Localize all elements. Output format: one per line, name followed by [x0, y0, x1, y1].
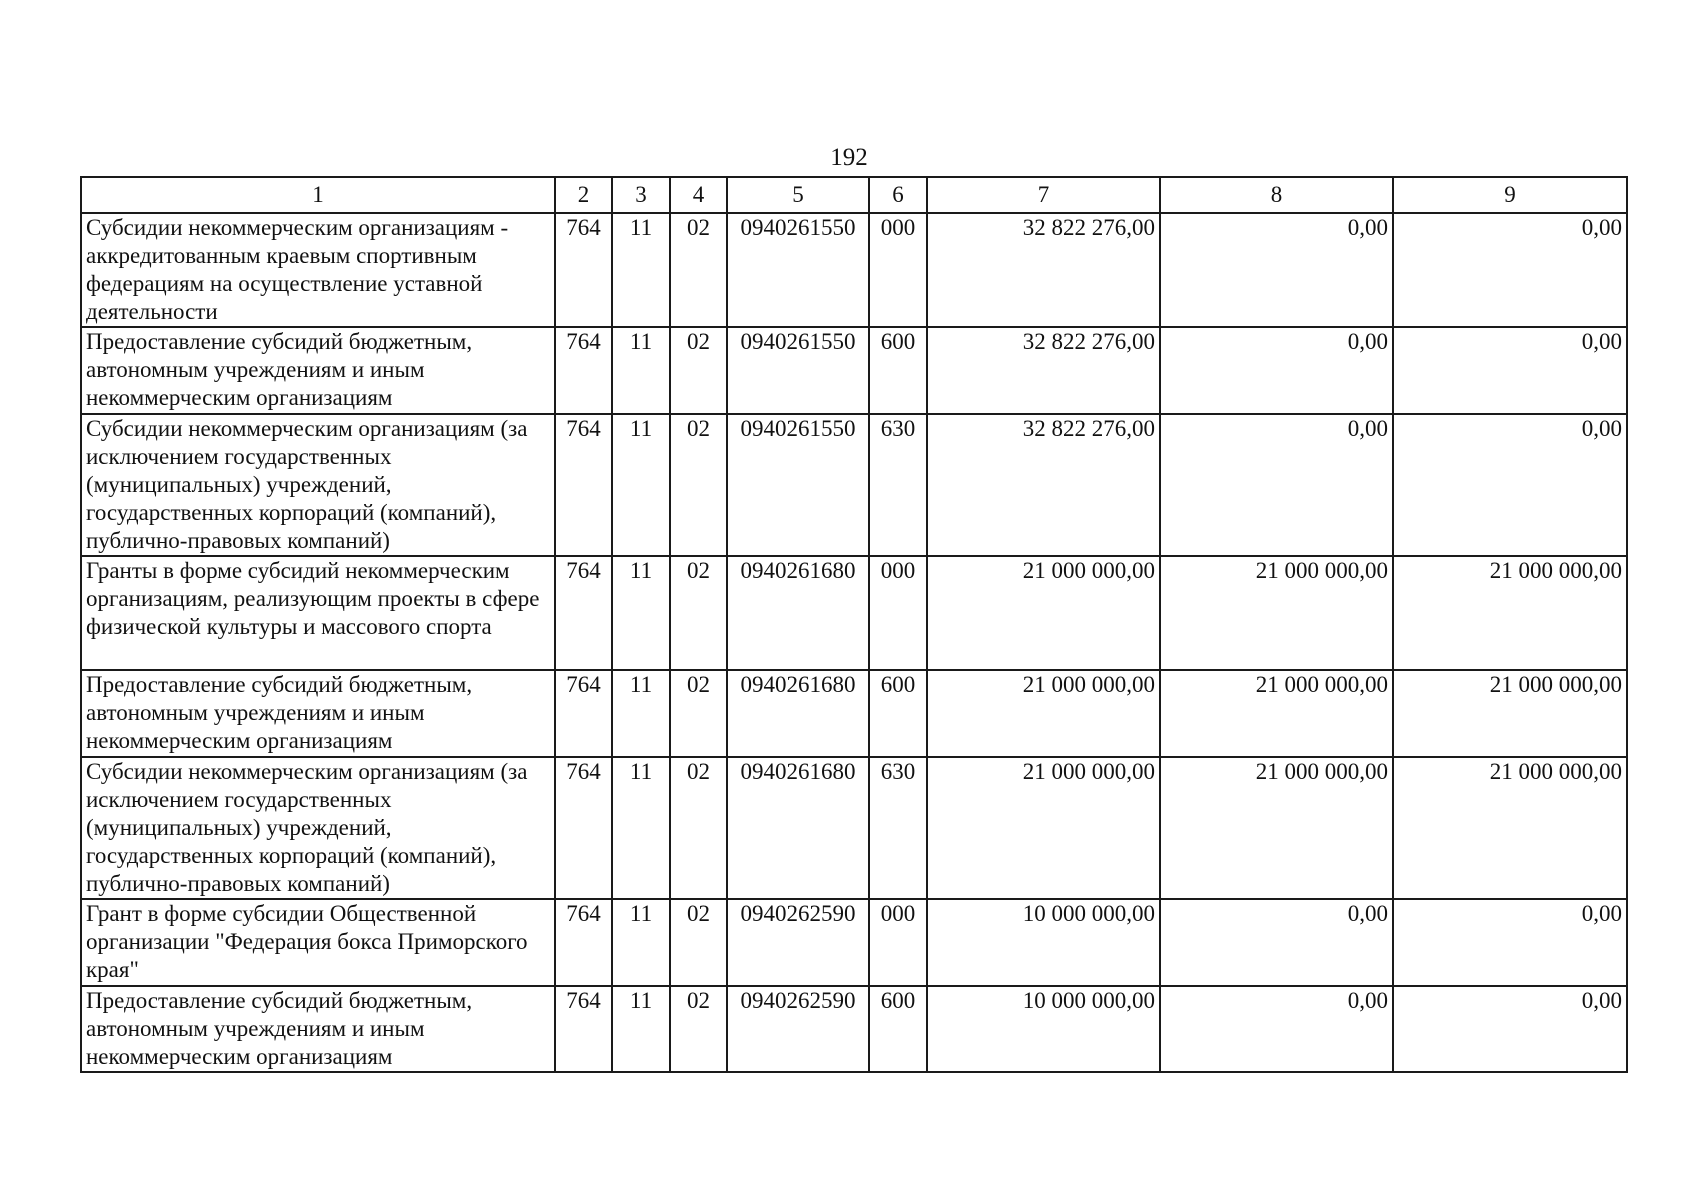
row-amount-9: 0,00 [1393, 213, 1627, 327]
row-code-2: 764 [555, 986, 612, 1072]
row-code-5: 0940261550 [727, 213, 869, 327]
row-code-4: 02 [670, 327, 727, 414]
row-amount-8: 0,00 [1160, 213, 1393, 327]
header-col-6: 6 [869, 177, 927, 213]
row-description: Субсидии некоммерческим организациям - аккредитованным краевым спортивным федерациям на осуществление уставной деятельности [81, 213, 555, 327]
header-col-1: 1 [81, 177, 555, 213]
row-amount-7: 21 000 000,00 [927, 757, 1160, 899]
row-amount-9: 0,00 [1393, 899, 1627, 986]
row-code-4: 02 [670, 757, 727, 899]
row-code-5: 0940261680 [727, 556, 869, 670]
table-row [81, 556, 1627, 670]
row-code-6: 000 [869, 213, 927, 327]
row-amount-7: 21 000 000,00 [927, 670, 1160, 757]
row-code-2: 764 [555, 556, 612, 670]
row-code-6: 600 [869, 670, 927, 757]
row-code-4: 02 [670, 213, 727, 327]
row-amount-8: 21 000 000,00 [1160, 757, 1393, 899]
row-code-3: 11 [612, 327, 670, 414]
row-code-4: 02 [670, 414, 727, 556]
row-amount-8: 21 000 000,00 [1160, 670, 1393, 757]
row-description: Предоставление субсидий бюджетным, автономным учреждениям и иным некоммерческим организациям [81, 986, 555, 1072]
row-amount-9: 0,00 [1393, 414, 1627, 556]
header-col-8: 8 [1160, 177, 1393, 213]
table-body [81, 213, 1627, 1072]
row-amount-7: 32 822 276,00 [927, 414, 1160, 556]
row-code-3: 11 [612, 757, 670, 899]
row-amount-8: 0,00 [1160, 414, 1393, 556]
row-code-6: 600 [869, 986, 927, 1072]
row-amount-8: 0,00 [1160, 986, 1393, 1072]
row-amount-7: 32 822 276,00 [927, 213, 1160, 327]
table-header [81, 177, 1627, 213]
row-code-3: 11 [612, 986, 670, 1072]
header-col-3: 3 [612, 177, 670, 213]
header-col-7: 7 [927, 177, 1160, 213]
row-amount-8: 0,00 [1160, 899, 1393, 986]
table-row [81, 414, 1627, 556]
row-code-4: 02 [670, 986, 727, 1072]
row-code-5: 0940261680 [727, 670, 869, 757]
row-code-4: 02 [670, 670, 727, 757]
row-code-5: 0940261550 [727, 414, 869, 556]
row-code-6: 000 [869, 556, 927, 670]
budget-table [80, 176, 1628, 1073]
header-col-5: 5 [727, 177, 869, 213]
row-code-2: 764 [555, 757, 612, 899]
table-row [81, 899, 1627, 986]
row-code-2: 764 [555, 414, 612, 556]
row-description: Гранты в форме субсидий некоммерческим организациям, реализующим проекты в сфере физической культуры и массового спорта [81, 556, 555, 670]
row-description: Грант в форме субсидии Общественной организации "Федерация бокса Приморского края" [81, 899, 555, 986]
row-amount-9: 0,00 [1393, 327, 1627, 414]
row-code-3: 11 [612, 414, 670, 556]
row-code-6: 630 [869, 414, 927, 556]
row-code-5: 0940262590 [727, 986, 869, 1072]
row-code-4: 02 [670, 899, 727, 986]
table-row [81, 327, 1627, 414]
row-code-4: 02 [670, 556, 727, 670]
row-amount-7: 21 000 000,00 [927, 556, 1160, 670]
row-code-6: 630 [869, 757, 927, 899]
row-code-6: 600 [869, 327, 927, 414]
header-row [81, 177, 1627, 213]
row-description: Предоставление субсидий бюджетным, автономным учреждениям и иным некоммерческим организациям [81, 327, 555, 414]
table-row [81, 986, 1627, 1072]
page-number: 192 [830, 144, 868, 171]
row-code-3: 11 [612, 556, 670, 670]
header-col-2: 2 [555, 177, 612, 213]
row-amount-9: 21 000 000,00 [1393, 670, 1627, 757]
row-description: Субсидии некоммерческим организациям (за исключением государственных (муниципальных) учреждений, государственных корпораций (компаний), публично-правовых компаний) [81, 757, 555, 899]
row-code-3: 11 [612, 213, 670, 327]
row-code-5: 0940262590 [727, 899, 869, 986]
row-code-2: 764 [555, 670, 612, 757]
row-amount-8: 21 000 000,00 [1160, 556, 1393, 670]
row-code-6: 000 [869, 899, 927, 986]
row-code-5: 0940261680 [727, 757, 869, 899]
row-code-3: 11 [612, 670, 670, 757]
row-amount-9: 21 000 000,00 [1393, 757, 1627, 899]
row-amount-9: 21 000 000,00 [1393, 556, 1627, 670]
row-amount-9: 0,00 [1393, 986, 1627, 1072]
row-amount-7: 10 000 000,00 [927, 899, 1160, 986]
header-col-4: 4 [670, 177, 727, 213]
row-code-2: 764 [555, 327, 612, 414]
table-row [81, 670, 1627, 757]
row-code-2: 764 [555, 899, 612, 986]
header-col-9: 9 [1393, 177, 1627, 213]
row-amount-8: 0,00 [1160, 327, 1393, 414]
row-description: Субсидии некоммерческим организациям (за исключением государственных (муниципальных) учреждений, государственных корпораций (компаний), публично-правовых компаний) [81, 414, 555, 556]
row-code-2: 764 [555, 213, 612, 327]
row-code-5: 0940261550 [727, 327, 869, 414]
row-description: Предоставление субсидий бюджетным, автономным учреждениям и иным некоммерческим организациям [81, 670, 555, 757]
row-amount-7: 32 822 276,00 [927, 327, 1160, 414]
table-row [81, 213, 1627, 327]
row-code-3: 11 [612, 899, 670, 986]
row-amount-7: 10 000 000,00 [927, 986, 1160, 1072]
table-row [81, 757, 1627, 899]
